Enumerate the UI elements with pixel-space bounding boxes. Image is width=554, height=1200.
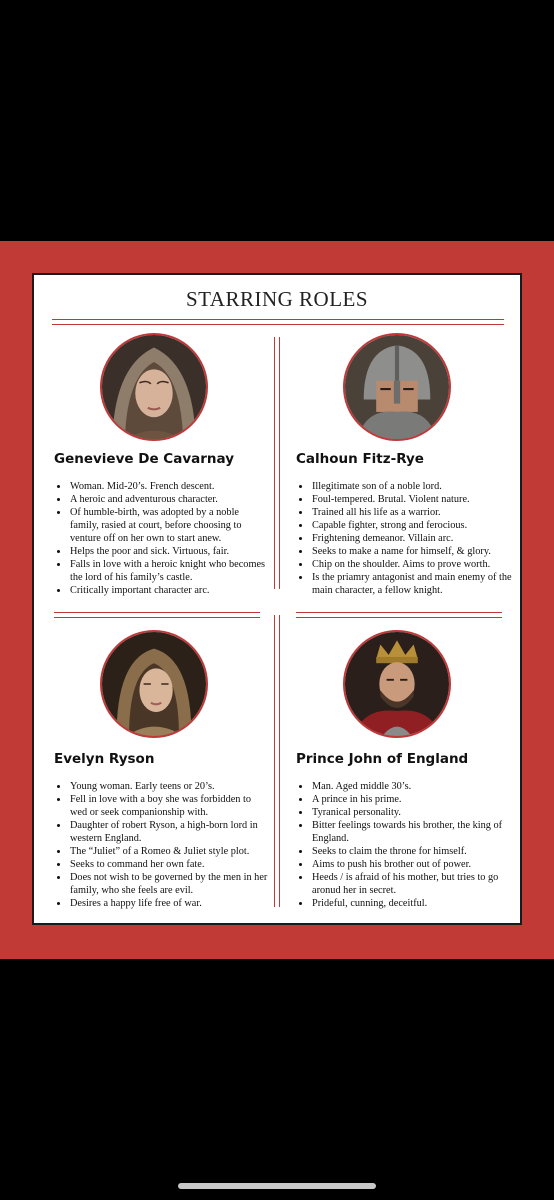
trait-item: • Desires a happy life free of war. <box>69 897 269 910</box>
trait-item: • Foul-tempered. Brutal. Violent nature. <box>311 493 521 506</box>
character-sheet-document <box>32 273 522 925</box>
column-divider-bottom <box>274 615 280 907</box>
character-traits-list <box>54 780 269 910</box>
trait-item: • Capable fighter, strong and ferocious. <box>311 519 521 532</box>
trait-item: • The “Juliet” of a Romeo & Juliet style plot. <box>69 845 269 858</box>
document-title: STARRING ROLES <box>185 287 369 311</box>
woman-hooded-portrait <box>100 333 208 441</box>
character-name: Prince John of England <box>296 751 469 767</box>
knight-helmet-portrait <box>343 333 451 441</box>
trait-item: • Seeks to command her own fate. <box>69 858 269 871</box>
trait-item: • Trained all his life as a warrior. <box>311 506 521 519</box>
character-traits-list <box>296 780 521 910</box>
young-woman-veil-portrait <box>100 630 208 738</box>
trait-item: • Heeds / is afraid of his mother, but tries to go aronud her in secret. <box>311 871 521 897</box>
home-indicator[interactable] <box>178 1183 376 1189</box>
trait-item: • Critically important character arc. <box>69 584 269 597</box>
trait-item: • Seeks to make a name for himself, & glory. <box>311 545 521 558</box>
trait-item: • Prideful, cunning, deceitful. <box>311 897 521 910</box>
trait-item: • Frightening demeanor. Villain arc. <box>311 532 521 545</box>
trait-item: • Woman. Mid-20’s. French descent. <box>69 480 269 493</box>
trait-item: • Daughter of robert Ryson, a high-born lord in western England. <box>69 819 269 845</box>
trait-item: • Tyranical personality. <box>311 806 521 819</box>
row-divider-right <box>296 612 502 618</box>
character-name: Evelyn Ryson <box>54 751 155 767</box>
trait-item: • A prince in his prime. <box>311 793 521 806</box>
trait-item: • Bitter feelings towards his brother, the king of England. <box>311 819 521 845</box>
trait-item: • Of humble-birth, was adopted by a noble family, rasied at court, before choosing to venture off on her own to start anew. <box>69 506 269 545</box>
trait-item: • Chip on the shoulder. Aims to prove worth. <box>311 558 521 571</box>
trait-item: • Illegitimate son of a noble lord. <box>311 480 521 493</box>
trait-item: • Is the priamry antagonist and main enemy of the main character, a fellow knight. <box>311 571 521 597</box>
column-divider-top <box>274 337 280 589</box>
character-name: Calhoun Fitz-Rye <box>296 451 424 467</box>
row-divider-left <box>54 612 260 618</box>
title-divider <box>52 319 504 325</box>
crowned-man-portrait <box>343 630 451 738</box>
trait-item: • Young woman. Early teens or 20’s. <box>69 780 269 793</box>
trait-item: • Aims to push his brother out of power. <box>311 858 521 871</box>
trait-item: • Does not wish to be governed by the men in her family, who she feels are evil. <box>69 871 269 897</box>
trait-item: • Helps the poor and sick. Virtuous, fair. <box>69 545 269 558</box>
trait-item: • Man. Aged middle 30’s. <box>311 780 521 793</box>
character-traits-list <box>54 480 269 597</box>
trait-item: • Seeks to claim the throne for himself. <box>311 845 521 858</box>
trait-item: • A heroic and adventurous character. <box>69 493 269 506</box>
trait-item: • Falls in love with a heroic knight who becomes the lord of his family’s castle. <box>69 558 269 584</box>
trait-item: • Fell in love with a boy she was forbidden to wed or seek companionship with. <box>69 793 269 819</box>
character-name: Genevieve De Cavarnay <box>54 451 234 467</box>
character-traits-list <box>296 480 521 597</box>
